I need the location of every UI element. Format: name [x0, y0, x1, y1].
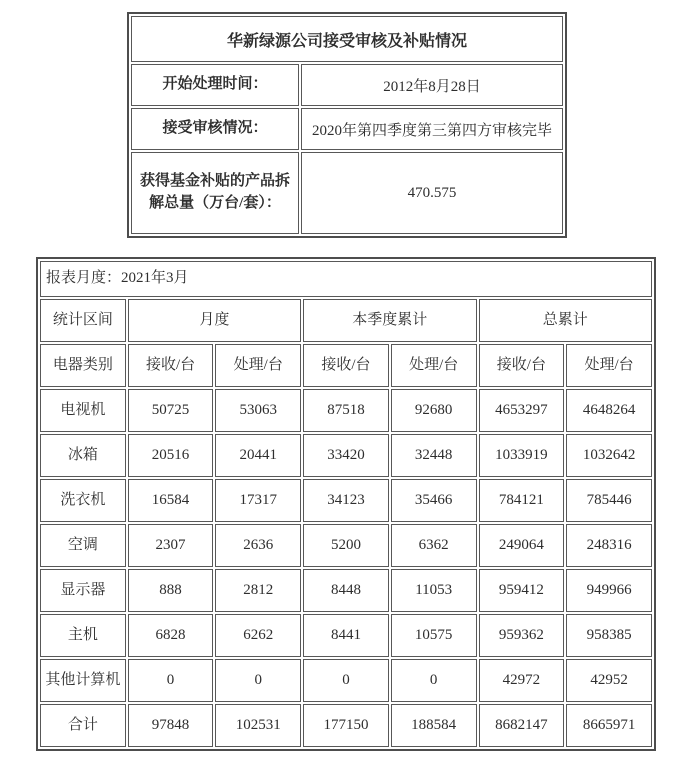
value-cell: 8448: [303, 569, 389, 612]
value-cell: 4648264: [566, 389, 652, 432]
value-cell: 6828: [128, 614, 214, 657]
value-cell: 6262: [215, 614, 301, 657]
value-cell: 20516: [128, 434, 214, 477]
value-cell: 249064: [479, 524, 565, 567]
category-cell: 显示器: [40, 569, 126, 612]
category-cell: 电视机: [40, 389, 126, 432]
value-cell: 17317: [215, 479, 301, 522]
value-cell: 0: [303, 659, 389, 702]
subsidy-total-label: 获得基金补贴的产品拆解总量（万台/套）：: [131, 152, 299, 234]
value-cell: 0: [215, 659, 301, 702]
value-cell: 784121: [479, 479, 565, 522]
category-cell: 其他计算机: [40, 659, 126, 702]
value-cell: 785446: [566, 479, 652, 522]
group-header-grand-total: 总累计: [479, 299, 652, 342]
value-cell: 16584: [128, 479, 214, 522]
group-header-month: 月度: [128, 299, 301, 342]
category-cell: 洗衣机: [40, 479, 126, 522]
value-cell: 10575: [391, 614, 477, 657]
table-row-washer: [40, 479, 652, 522]
category-cell: 主机: [40, 614, 126, 657]
summary-row-subsidy-total: [131, 152, 563, 234]
interval-header: 统计区间: [40, 299, 126, 342]
summary-row-start-time: [131, 64, 563, 106]
value-cell: 35466: [391, 479, 477, 522]
value-cell: 20441: [215, 434, 301, 477]
unit-header-received-quarter: 接收/台: [303, 344, 389, 387]
unit-header-processed-total: 处理/台: [566, 344, 652, 387]
table-row-monitor: [40, 569, 652, 612]
value-cell: 97848: [128, 704, 214, 747]
unit-header-received-total: 接收/台: [479, 344, 565, 387]
subsidy-total-value: 470.575: [301, 152, 563, 234]
unit-header-processed-quarter: 处理/台: [391, 344, 477, 387]
value-cell: 0: [391, 659, 477, 702]
value-cell: 959362: [479, 614, 565, 657]
audit-status-label: 接受审核情况：: [131, 108, 299, 150]
value-cell: 87518: [303, 389, 389, 432]
start-time-label: 开始处理时间：: [131, 64, 299, 106]
value-cell: 2307: [128, 524, 214, 567]
table-row-fridge: [40, 434, 652, 477]
value-cell: 8682147: [479, 704, 565, 747]
table-row-host: [40, 614, 652, 657]
summary-row-audit-status: [131, 108, 563, 150]
value-cell: 8441: [303, 614, 389, 657]
value-cell: 42972: [479, 659, 565, 702]
value-cell: 0: [128, 659, 214, 702]
category-cell: 冰箱: [40, 434, 126, 477]
value-cell: 6362: [391, 524, 477, 567]
start-time-value: 2012年8月28日: [301, 64, 563, 106]
unit-header-processed-month: 处理/台: [215, 344, 301, 387]
value-cell: 2636: [215, 524, 301, 567]
report-period: 报表月度：2021年3月: [40, 261, 652, 297]
value-cell: 42952: [566, 659, 652, 702]
table-row-total: [40, 704, 652, 747]
report-period-row: [40, 261, 652, 297]
value-cell: 188584: [391, 704, 477, 747]
value-cell: 248316: [566, 524, 652, 567]
category-cell: 合计: [40, 704, 126, 747]
table-row-aircon: [40, 524, 652, 567]
report-group-header-row: [40, 299, 652, 342]
category-cell: 空调: [40, 524, 126, 567]
value-cell: 959412: [479, 569, 565, 612]
value-cell: 958385: [566, 614, 652, 657]
category-header: 电器类别: [40, 344, 126, 387]
value-cell: 1032642: [566, 434, 652, 477]
value-cell: 102531: [215, 704, 301, 747]
value-cell: 33420: [303, 434, 389, 477]
table-row-tv: [40, 389, 652, 432]
value-cell: 92680: [391, 389, 477, 432]
value-cell: 5200: [303, 524, 389, 567]
summary-title: 华新绿源公司接受审核及补贴情况: [131, 16, 563, 62]
value-cell: 949966: [566, 569, 652, 612]
value-cell: 32448: [391, 434, 477, 477]
value-cell: 1033919: [479, 434, 565, 477]
audit-status-value: 2020年第四季度第三第四方审核完毕: [301, 108, 563, 150]
value-cell: 177150: [303, 704, 389, 747]
group-header-quarter-cumulative: 本季度累计: [303, 299, 476, 342]
value-cell: 50725: [128, 389, 214, 432]
value-cell: 34123: [303, 479, 389, 522]
value-cell: 8665971: [566, 704, 652, 747]
value-cell: 888: [128, 569, 214, 612]
monthly-report-table: [36, 257, 656, 751]
unit-header-received-month: 接收/台: [128, 344, 214, 387]
table-row-other-computer: [40, 659, 652, 702]
summary-table: [127, 12, 567, 238]
summary-title-row: [131, 16, 563, 62]
value-cell: 11053: [391, 569, 477, 612]
value-cell: 4653297: [479, 389, 565, 432]
value-cell: 53063: [215, 389, 301, 432]
value-cell: 2812: [215, 569, 301, 612]
report-unit-header-row: [40, 344, 652, 387]
